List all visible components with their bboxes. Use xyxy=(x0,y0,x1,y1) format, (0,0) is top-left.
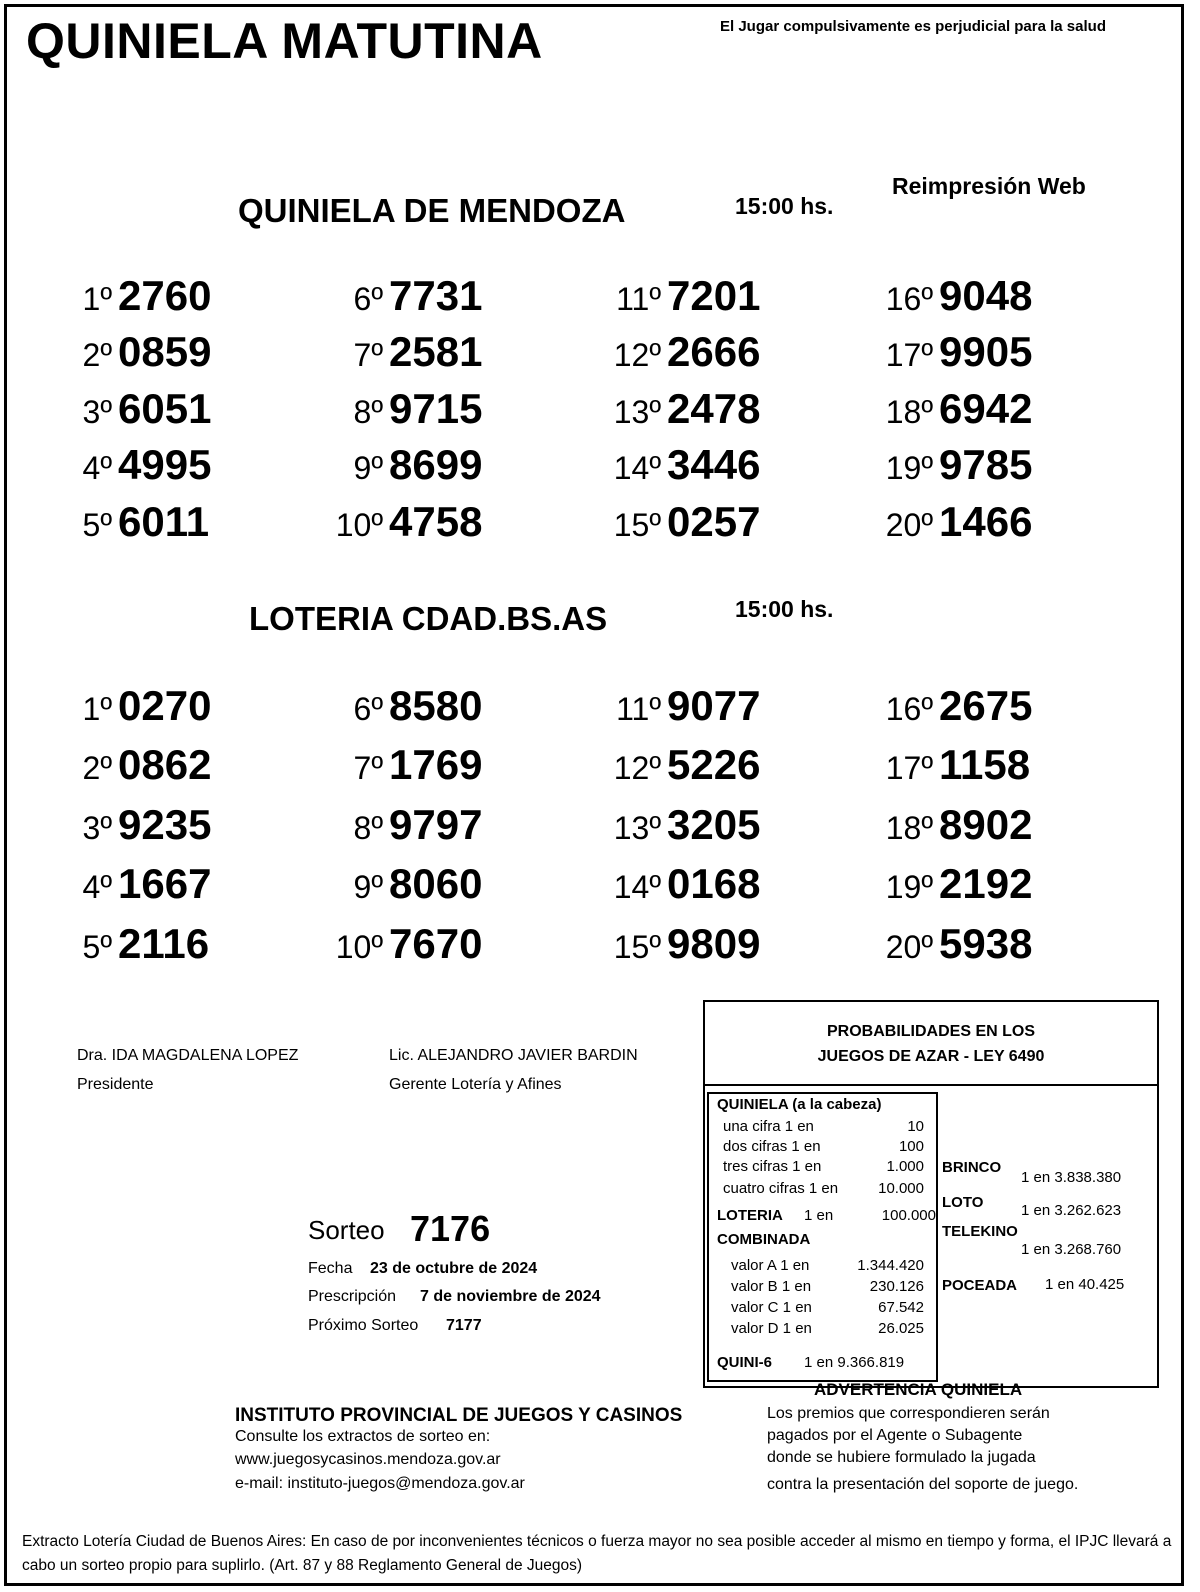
draw-entry xyxy=(877,920,1032,968)
draw-position: 14º xyxy=(613,450,661,486)
draw-position: 9º xyxy=(353,869,383,905)
quini6-prob-label: QUINI-6 xyxy=(717,1354,773,1371)
draw-number: 6942 xyxy=(939,385,1033,432)
combinada-prob-row-value: 1.344.420 xyxy=(857,1257,924,1274)
draw-entry xyxy=(335,272,482,320)
telekino-prob-label: TELEKINO xyxy=(942,1223,1018,1240)
draw-number: 5226 xyxy=(667,741,761,788)
loteria-prob-label: LOTERIA xyxy=(717,1207,783,1224)
draw-entry xyxy=(605,860,760,908)
footer-note: Extracto Lotería Ciudad de Buenos Aires: En caso de por inconvenientes técnicos o fuerza mayor no sea posible acceder al mismo en tiempo y forma, el IPJC llevará a cabo un sorteo propio para suplirlo. (Art. 87 y 88 Reglamento General de Juegos) xyxy=(22,1533,1172,1574)
draw-position: 1º xyxy=(82,281,112,317)
draw-number: 0859 xyxy=(118,328,212,375)
draw-number: 8580 xyxy=(389,682,483,729)
main-title: QUINIELA MATUTINA xyxy=(26,13,543,69)
brinco-prob-value: 1 en 3.838.380 xyxy=(1021,1169,1122,1186)
sorteo-label: Sorteo xyxy=(308,1215,385,1245)
quiniela-prob-row-label: tres cifras 1 en xyxy=(723,1158,822,1175)
prescripcion-label: Prescripción xyxy=(308,1288,397,1305)
draw-entry xyxy=(64,741,211,789)
draw-number: 3205 xyxy=(667,801,761,848)
signature-left-name: Dra. IDA MAGDALENA LOPEZ xyxy=(77,1047,299,1064)
sorteo-number: 7176 xyxy=(410,1208,491,1249)
draw-entry xyxy=(877,498,1032,546)
institute-website-link[interactable]: www.juegosycasinos.mendoza.gov.ar xyxy=(235,1451,501,1468)
quini6-prob-value: 1 en 9.366.819 xyxy=(804,1354,905,1371)
draw-entry xyxy=(877,441,1032,489)
draw-position: 3º xyxy=(82,810,112,846)
draw-entry xyxy=(335,920,482,968)
draw-number: 3446 xyxy=(667,441,761,488)
draw-position: 4º xyxy=(82,869,112,905)
draw-position: 20º xyxy=(885,929,933,965)
draw-position: 2º xyxy=(82,750,112,786)
advertencia-line-1: Los premios que correspondieren serán xyxy=(767,1405,1050,1422)
draw-number: 2478 xyxy=(667,385,761,432)
institute-email-link[interactable]: e-mail: instituto-juegos@mendoza.gov.ar xyxy=(235,1475,525,1492)
draw-position: 14º xyxy=(613,869,661,905)
probabilities-header xyxy=(705,1002,1157,1086)
loto-prob-label: LOTO xyxy=(942,1194,984,1211)
advertencia-line-3: donde se hubiere formulado la jugada xyxy=(767,1449,1036,1466)
poceada-prob-value: 1 en 40.425 xyxy=(1045,1276,1125,1293)
draw-number: 8699 xyxy=(389,441,483,488)
draw-entry xyxy=(877,741,1030,789)
combinada-prob-title: COMBINADA xyxy=(717,1231,811,1248)
draw-number: 2116 xyxy=(118,920,210,967)
quiniela-prob-title: QUINIELA (a la cabeza) xyxy=(717,1096,882,1113)
draw-number: 1667 xyxy=(118,860,212,907)
draw-entry xyxy=(64,441,211,489)
loteria-prob-value: 100.000 xyxy=(881,1207,936,1224)
draw-entry xyxy=(335,801,482,849)
draw-position: 7º xyxy=(353,750,383,786)
poceada-prob-label: POCEADA xyxy=(942,1277,1018,1294)
draw-number: 2192 xyxy=(939,860,1033,907)
probabilities-title-1: PROBABILIDADES EN LOS xyxy=(826,1023,1035,1040)
draw-number: 2675 xyxy=(939,682,1033,729)
draw-number: 9077 xyxy=(667,682,761,729)
quiniela-prob-row-value: 10.000 xyxy=(878,1180,924,1197)
quiniela-probabilities-panel xyxy=(707,1092,938,1382)
draw-entry xyxy=(605,682,760,730)
draw-number: 6011 xyxy=(118,498,210,545)
draw-position: 7º xyxy=(353,337,383,373)
mendoza-title: QUINIELA DE MENDOZA xyxy=(238,192,626,229)
draw-number: 8902 xyxy=(939,801,1033,848)
advertencia-line-2: pagados por el Agente o Subagente xyxy=(767,1427,1023,1444)
combinada-prob-row-label: valor C 1 en xyxy=(731,1299,812,1316)
draw-number: 1769 xyxy=(389,741,483,788)
draw-number: 0257 xyxy=(667,498,761,545)
institute-line-1: Consulte los extractos de sorteo en: xyxy=(235,1428,491,1445)
draw-entry xyxy=(605,385,760,433)
mendoza-time: 15:00 hs. xyxy=(735,193,834,219)
draw-entry xyxy=(605,498,760,546)
probabilities-box xyxy=(703,1000,1159,1388)
ciudad-time: 15:00 hs. xyxy=(735,596,834,622)
draw-position: 10º xyxy=(335,929,383,965)
brinco-prob-label: BRINCO xyxy=(942,1159,1002,1176)
combinada-prob-row-value: 67.542 xyxy=(878,1299,924,1316)
draw-entry xyxy=(64,385,211,433)
draw-entry xyxy=(335,328,482,376)
draw-number: 2760 xyxy=(118,272,212,319)
draw-entry xyxy=(64,801,211,849)
draw-position: 16º xyxy=(885,691,933,727)
draw-position: 19º xyxy=(885,869,933,905)
quiniela-prob-row-value: 100 xyxy=(898,1138,924,1155)
draw-entry xyxy=(605,272,760,320)
quiniela-prob-row-label: una cifra 1 en xyxy=(723,1118,814,1135)
prescripcion-value: 7 de noviembre de 2024 xyxy=(420,1288,601,1305)
draw-position: 6º xyxy=(353,691,383,727)
health-warning: El Jugar compulsivamente es perjudicial para la salud xyxy=(720,18,1106,35)
institute-title: INSTITUTO PROVINCIAL DE JUEGOS Y CASINOS xyxy=(235,1405,683,1426)
quiniela-prob-row-value: 10 xyxy=(907,1118,924,1135)
quiniela-prob-row-label: cuatro cifras 1 en xyxy=(723,1180,839,1197)
draw-position: 19º xyxy=(885,450,933,486)
proximo-label: Próximo Sorteo xyxy=(308,1317,419,1334)
draw-position: 17º xyxy=(885,750,933,786)
draw-number: 7731 xyxy=(389,272,483,319)
draw-number: 9235 xyxy=(118,801,212,848)
probabilities-title-2: JUEGOS DE AZAR - LEY 6490 xyxy=(817,1048,1045,1065)
proximo-value: 7177 xyxy=(446,1317,482,1334)
draw-position: 11º xyxy=(616,281,661,317)
fecha-value: 23 de octubre de 2024 xyxy=(370,1260,538,1277)
draw-entry xyxy=(605,920,760,968)
draw-number: 9905 xyxy=(939,328,1033,375)
draw-number: 0270 xyxy=(118,682,212,729)
draw-entry xyxy=(64,860,211,908)
draw-entry xyxy=(335,741,482,789)
draw-number: 0168 xyxy=(667,860,761,907)
draw-entry xyxy=(877,328,1032,376)
draw-position: 10º xyxy=(335,507,383,543)
draw-position: 18º xyxy=(885,810,933,846)
draw-number: 5938 xyxy=(939,920,1033,967)
signature-right-role: Gerente Lotería y Afines xyxy=(389,1076,562,1093)
draw-number: 8060 xyxy=(389,860,483,907)
draw-number: 2581 xyxy=(389,328,483,375)
draw-position: 13º xyxy=(613,394,661,430)
combinada-prob-row-value: 230.126 xyxy=(869,1278,924,1295)
draw-entry xyxy=(64,328,211,376)
draw-number: 9797 xyxy=(389,801,483,848)
draw-position: 8º xyxy=(353,810,383,846)
draw-entry xyxy=(64,272,211,320)
draw-number: 1466 xyxy=(939,498,1033,545)
draw-entry xyxy=(335,441,482,489)
draw-entry xyxy=(335,385,482,433)
draw-entry xyxy=(877,860,1032,908)
quiniela-prob-row-value: 1.000 xyxy=(886,1158,924,1175)
draw-entry xyxy=(335,682,482,730)
draw-number: 7201 xyxy=(667,272,761,319)
draw-position: 20º xyxy=(885,507,933,543)
draw-position: 9º xyxy=(353,450,383,486)
draw-position: 3º xyxy=(82,394,112,430)
draw-position: 6º xyxy=(353,281,383,317)
draw-position: 4º xyxy=(82,450,112,486)
draw-number: 9715 xyxy=(389,385,483,432)
combinada-prob-row-label: valor A 1 en xyxy=(731,1257,810,1274)
draw-position: 12º xyxy=(613,337,661,373)
advertencia-line-4: contra la presentación del soporte de juego. xyxy=(767,1476,1079,1493)
draw-number: 0862 xyxy=(118,741,212,788)
draw-position: 11º xyxy=(616,691,661,727)
draw-position: 5º xyxy=(82,507,112,543)
draw-entry xyxy=(335,498,482,546)
draw-position: 15º xyxy=(613,507,661,543)
draw-entry xyxy=(605,801,760,849)
draw-number: 4758 xyxy=(389,498,483,545)
draw-position: 15º xyxy=(613,929,661,965)
draw-number: 7670 xyxy=(389,920,483,967)
reprint-label: Reimpresión Web xyxy=(892,173,1086,199)
draw-entry xyxy=(64,498,209,546)
draw-entry xyxy=(335,860,482,908)
loto-prob-value: 1 en 3.262.623 xyxy=(1021,1202,1122,1219)
draw-number: 1158 xyxy=(939,741,1031,788)
draw-position: 8º xyxy=(353,394,383,430)
quiniela-prob-row-label: dos cifras 1 en xyxy=(723,1138,821,1155)
draw-position: 12º xyxy=(613,750,661,786)
draw-entry xyxy=(605,741,760,789)
draw-entry xyxy=(877,385,1032,433)
draw-number: 9048 xyxy=(939,272,1033,319)
draw-entry xyxy=(64,682,211,730)
draw-number: 6051 xyxy=(118,385,212,432)
draw-entry xyxy=(877,801,1032,849)
draw-entry xyxy=(605,328,760,376)
draw-position: 2º xyxy=(82,337,112,373)
draw-position: 17º xyxy=(885,337,933,373)
draw-number: 2666 xyxy=(667,328,761,375)
combinada-prob-row-label: valor B 1 en xyxy=(731,1278,812,1295)
signature-left-role: Presidente xyxy=(77,1076,154,1093)
telekino-prob-value: 1 en 3.268.760 xyxy=(1021,1241,1122,1258)
draw-number: 4995 xyxy=(118,441,212,488)
advertencia-title: ADVERTENCIA QUINIELA xyxy=(814,1380,1023,1399)
loteria-prob-en: 1 en xyxy=(804,1207,834,1224)
draw-position: 1º xyxy=(82,691,112,727)
draw-position: 16º xyxy=(885,281,933,317)
draw-entry xyxy=(605,441,760,489)
combinada-prob-row-label: valor D 1 en xyxy=(731,1320,812,1337)
signature-right-name: Lic. ALEJANDRO JAVIER BARDIN xyxy=(389,1047,638,1064)
ciudad-title: LOTERIA CDAD.BS.AS xyxy=(249,600,608,637)
draw-position: 13º xyxy=(613,810,661,846)
draw-number: 9809 xyxy=(667,920,761,967)
draw-position: 5º xyxy=(82,929,112,965)
draw-position: 18º xyxy=(885,394,933,430)
fecha-label: Fecha xyxy=(308,1260,353,1277)
combinada-prob-row-value: 26.025 xyxy=(878,1320,924,1337)
draw-entry xyxy=(877,272,1032,320)
draw-number: 9785 xyxy=(939,441,1033,488)
draw-entry xyxy=(877,682,1032,730)
draw-entry xyxy=(64,920,209,968)
